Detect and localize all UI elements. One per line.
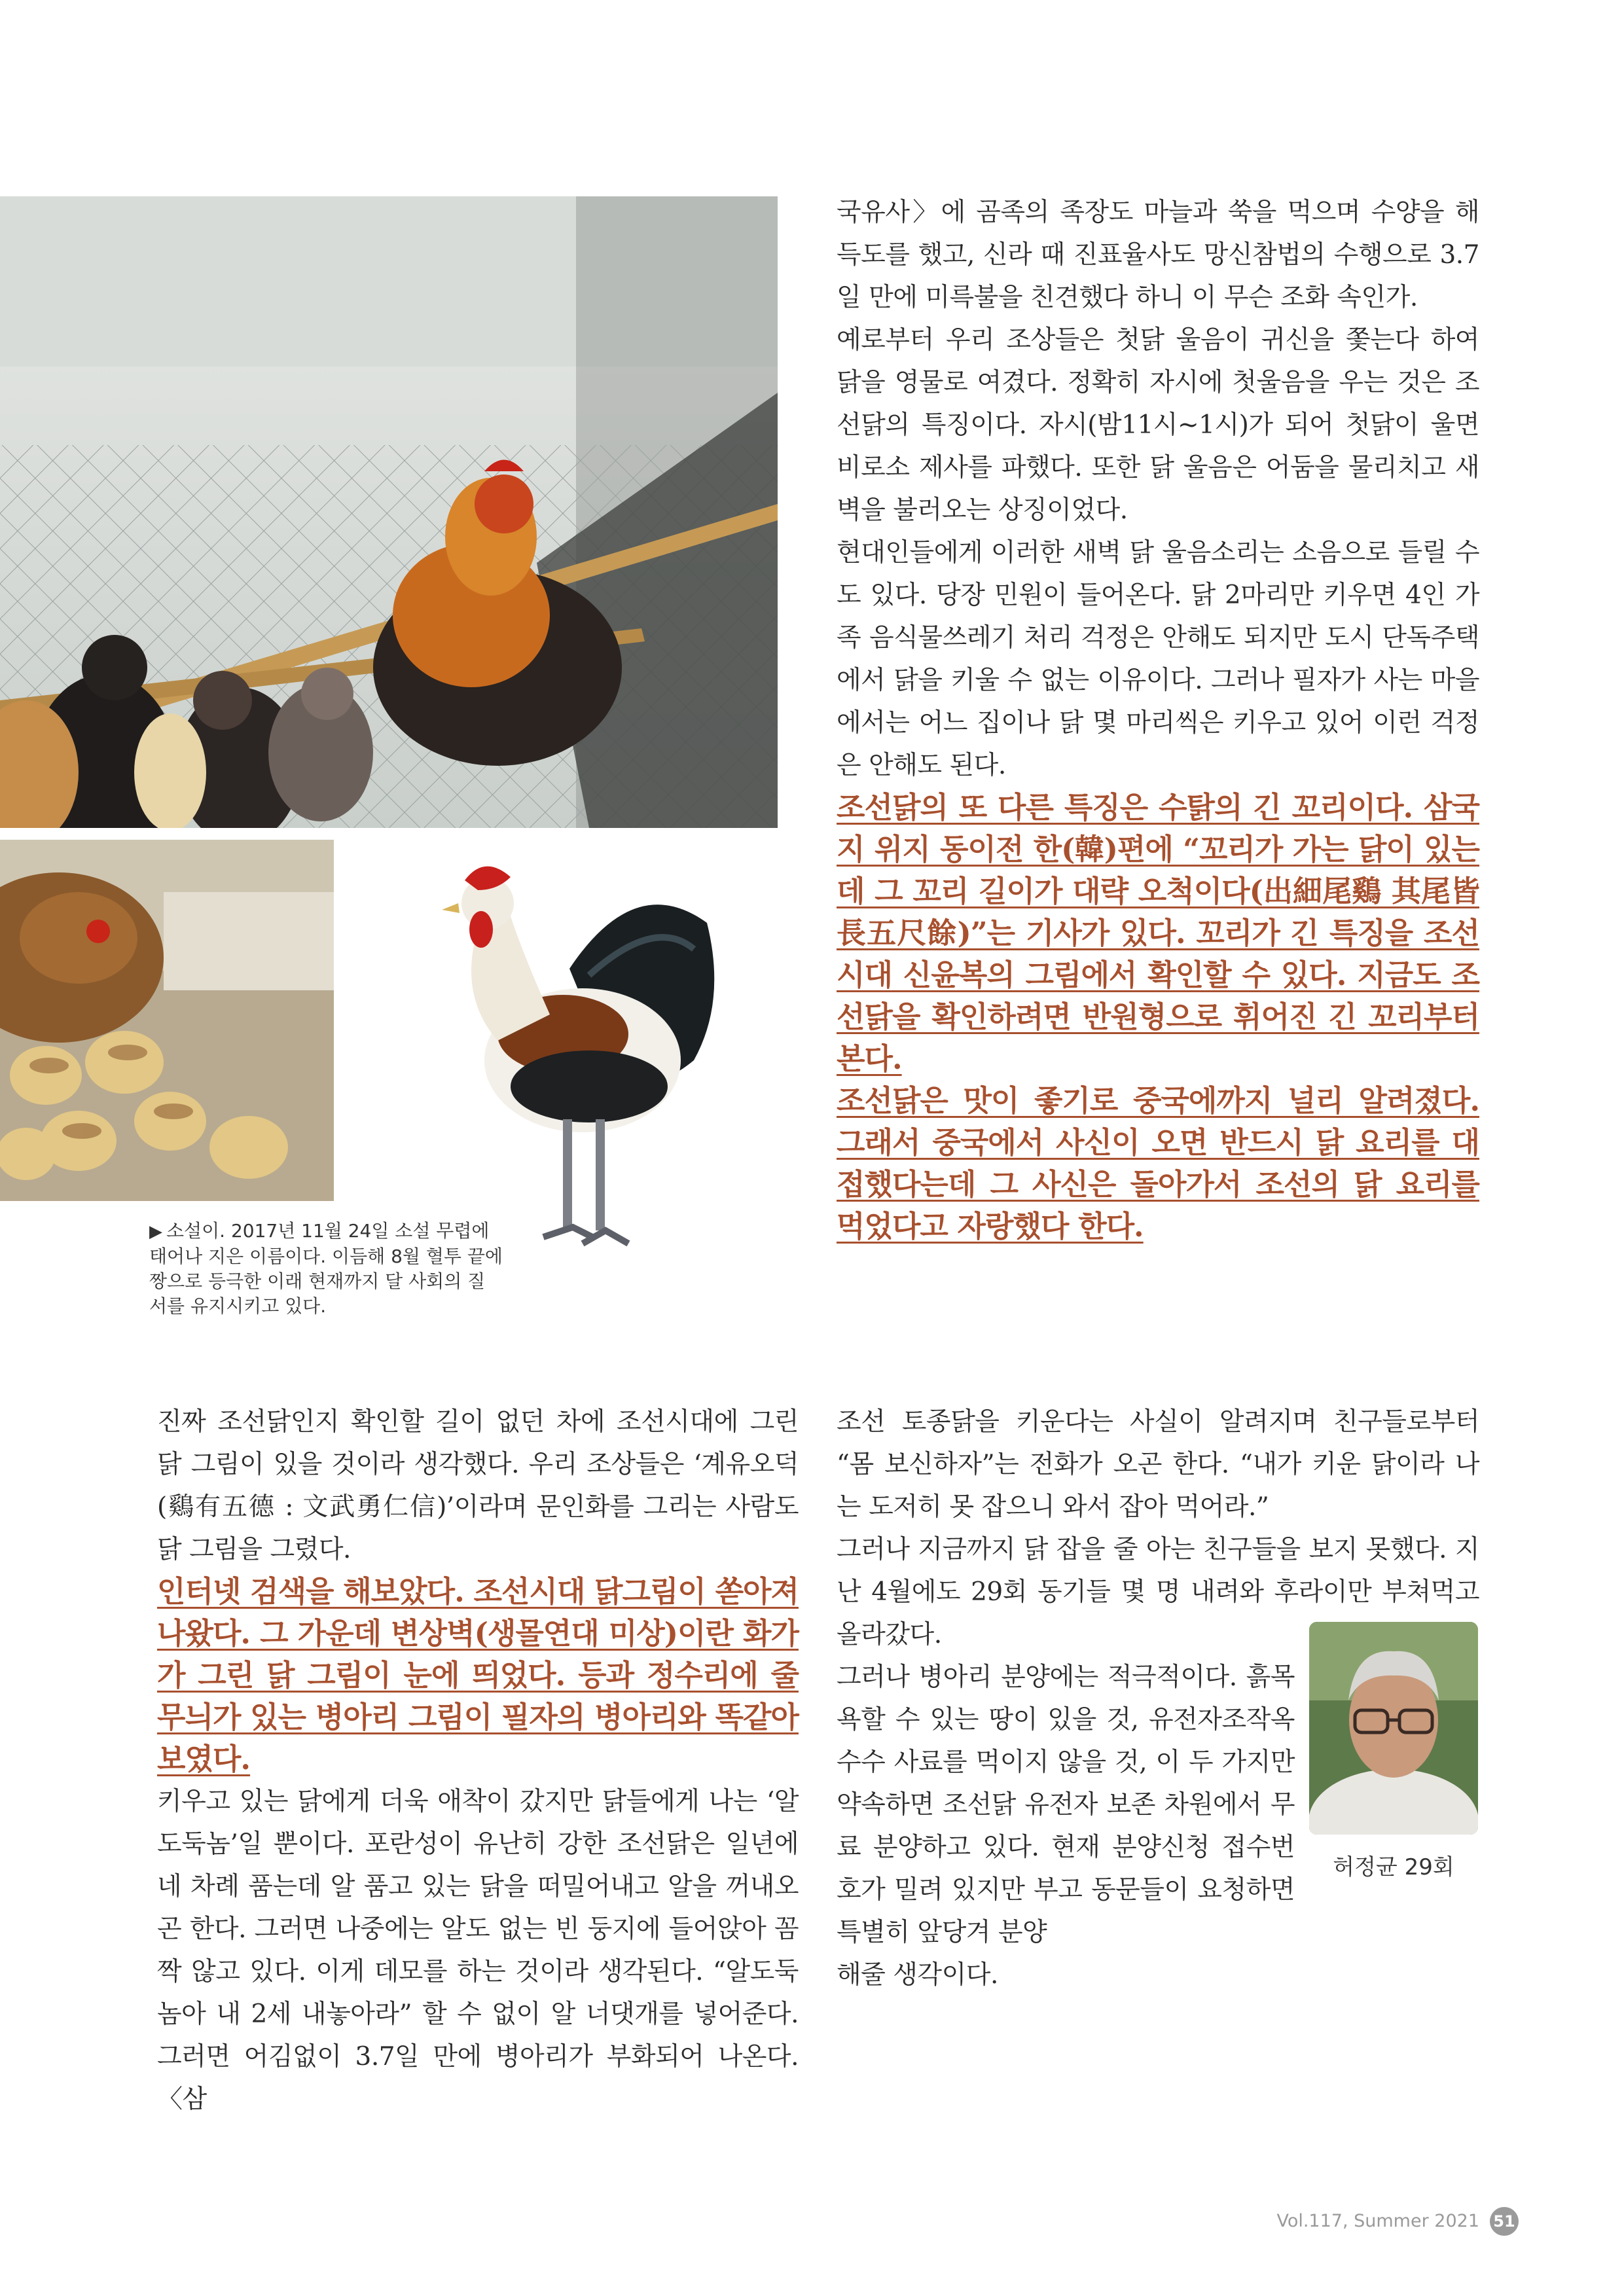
highlight-paragraph: 조선닭은 맛이 좋기로 중국에까지 널리 알려졌다. 그래서 중국에서 사신이 오면 반드시 닭 요리를 대접했다는데 그 사신은 돌아가서 조선의 닭 요리를 먹었다고 자랑했다 한다.: [837, 1083, 1479, 1244]
paragraph: 키우고 있는 닭에게 더욱 애착이 갔지만 닭들에게 나는 ‘알도둑놈’일 뿐이다. 포란성이 유난히 강한 조선닭은 일년에 네 차례 품는데 알 품고 있는 닭을 떠밀어내고 알을 꺼내오곤 한다. 그러면 나중에는 알도 없는 빈 둥지에 들어앉아 꼼짝 않고 있다. 이게 데모를 하는 것이라 생각된다. “알도둑놈아 내 2세 내놓아라” 할 수 없이 알 너댓개를 넣어준다.그러면 어김없이 3.7일 만에 병아리가 부화되어 나온다. 〈삼: [157, 1787, 799, 2114]
caption-triangle-icon: ▶: [149, 1222, 162, 1242]
text-column-top-right: [837, 191, 1479, 1247]
highlight-paragraph: 인터넷 검색을 해보았다. 조선시대 닭그림이 쏟아져 나왔다. 그 가운데 변상벽(생몰연대 미상)이란 화가가 그린 닭 그림이 눈에 띄었다. 등과 정수리에 줄무늬가 있는 병아리 그림이 필자의 병아리와 똑같아 보였다.: [157, 1574, 799, 1776]
author-byline: 허정균 29회: [1333, 1854, 1454, 1880]
paragraph: 조선 토종닭을 키운다는 사실이 알려지며 친구들로부터 “몸 보신하자”는 전화가 오곤 한다. “내가 키운 닭이라 나는 도저히 못 잡으니 와서 잡아 먹어라.”: [837, 1407, 1479, 1522]
text-column-bottom-left: [157, 1401, 799, 2121]
author-photo: [1309, 1622, 1478, 1835]
paragraph: 그러나 지금까지 닭 잡을 줄 아는 친구들을 보지 못했다. 지난 4월에도 29회 동기들 몇 명 내려와 후라이만 부쳐먹고 올라갔다.: [837, 1535, 1479, 1649]
paragraph: 현대인들에게 이러한 새벽 닭 울음소리는 소음으로 들릴 수도 있다. 당장 민원이 들어온다. 닭 2마리만 키우면 4인 가족 음식물쓰레기 처리 걱정은 안해도 되지만 도시 단독주택에서 닭을 키울 수 없는 이유이다. 그러나 필자가 사는 마을에서는 어느 집이나 닭 몇 마리씩은 키우고 있어 이런 걱정은 안해도 된다.: [837, 538, 1479, 780]
paragraph: 국유사〉에 곰족의 족장도 마늘과 쑥을 먹으며 수양을 해 득도를 했고, 신라 때 진표율사도 망신참법의 수행으로 3.7일 만에 미륵불을 친견했다 하니 이 무슨 조화 속인가.: [837, 198, 1479, 312]
caption-text: 소설이. 2017년 11월 24일 소설 무렵에 태어나 지은 이름이다. 이듬해 8월 혈투 끝에 짱으로 등극한 이래 현재까지 달 사회의 질서를 유지시키고 있다.: [149, 1220, 503, 1317]
paragraph: 예로부터 우리 조상들은 첫닭 울음이 귀신을 쫓는다 하여 닭을 영물로 여겼다. 정확히 자시에 첫울음을 우는 것은 조선닭의 특징이다. 자시(밤11시~1시)가 되어 첫닭이 울면 비로소 제사를 파했다. 또한 닭 울음은 어둠을 물리치고 새벽을 불러오는 상징이었다.: [837, 325, 1479, 525]
issue-label: Vol.117, Summer 2021: [1276, 2211, 1479, 2231]
page-number: 51: [1490, 2207, 1519, 2236]
photo-caption: [149, 1219, 503, 1319]
photo-rooster-cutout: [419, 844, 727, 1270]
photo-chickens-perch: [0, 196, 778, 828]
paragraph: 해줄 생각이다.: [837, 1960, 998, 1990]
paragraph: 그러나 병아리 분양에는 적극적이다. 흙목욕할 수 있는 땅이 있을 것, 유전자조작옥수수 사료를 먹이지 않을 것, 이 두 가지만 약속하면 조선닭 유전자 보존 차원에서 무료 분양하고 있다. 현재 분양신청 접수번호가 밀려 있지만 부고 동문들이 요청하면 특별히 앞당겨 분양: [837, 1662, 1295, 1947]
highlight-paragraph: 조선닭의 또 다른 특징은 수탉의 긴 꼬리이다. 삼국지 위지 동이전 한(韓)편에 “꼬리가 가는 닭이 있는데 그 꼬리 길이가 대략 오척이다(出細尾鷄 其尾皆長五尺餘)”는 기사가 있다. 꼬리가 긴 특징을 조선시대 신윤복의 그림에서 확인할 수 있다. 지금도 조선닭을 확인하려면 반원형으로 휘어진 긴 꼬리부터 본다.: [837, 790, 1480, 1076]
photo-hen-chicks: [0, 840, 334, 1201]
paragraph: 진짜 조선닭인지 확인할 길이 없던 차에 조선시대에 그린 닭 그림이 있을 것이라 생각했다. 우리 조상들은 ‘계유오덕(鷄有五德 : 文武勇仁信)’이라며 문인화를 그리는 사람도 닭 그림을 그렸다.: [157, 1407, 799, 1564]
